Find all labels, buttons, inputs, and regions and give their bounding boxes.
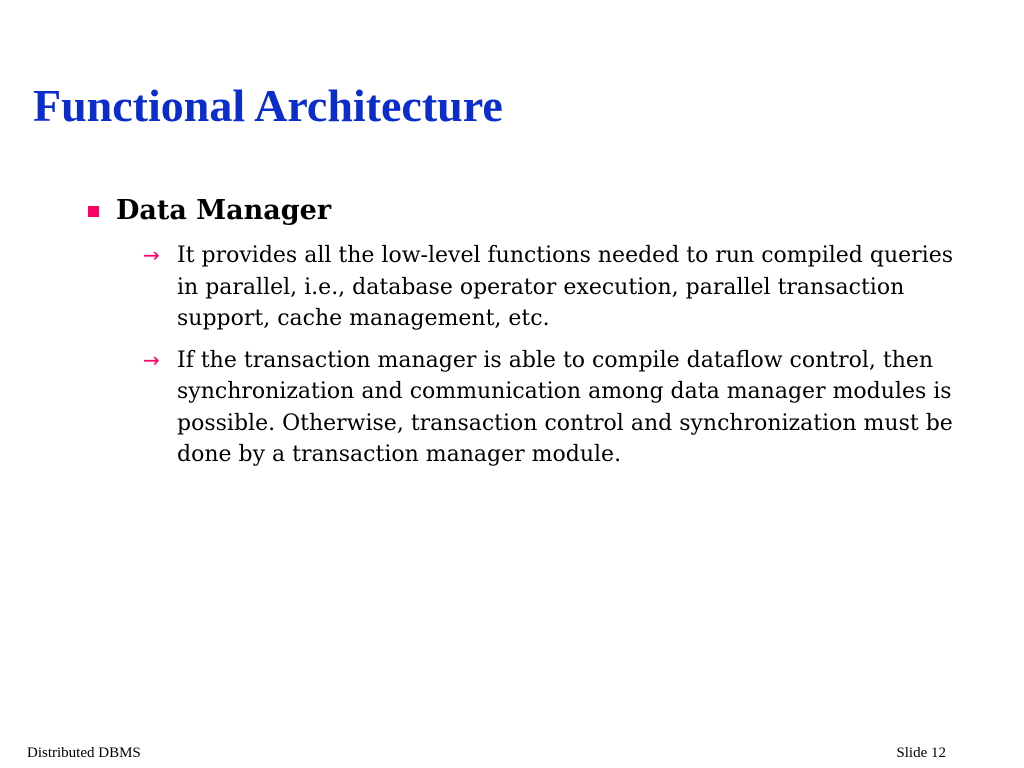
- square-bullet-icon: [88, 206, 99, 217]
- sub-bullet-list: [143, 240, 963, 481]
- sub-bullet-text: It provides all the low-level functions needed to run compiled queries in parallel, i.e., database operator execution, parallel transaction support, cache management, etc.: [177, 243, 954, 331]
- arrow-right-icon: →: [143, 243, 160, 267]
- arrow-right-icon: →: [143, 347, 160, 372]
- bullet-label: Data Manager: [116, 195, 332, 226]
- sub-bullet-item: [143, 240, 963, 335]
- slide-title: Functional Architecture: [33, 80, 503, 131]
- footer-course-name: Distributed DBMS: [27, 745, 141, 761]
- sub-bullet-text: If the transaction manager is able to compile dataflow control, then synchronization and communication among data manager modules is possible. Otherwise, transaction control and synchronization must be done by a transaction manager module.: [177, 347, 953, 467]
- footer-slide-number: Slide 12: [896, 745, 946, 761]
- bullet-data-manager: [88, 194, 331, 228]
- sub-bullet-item: [143, 345, 963, 471]
